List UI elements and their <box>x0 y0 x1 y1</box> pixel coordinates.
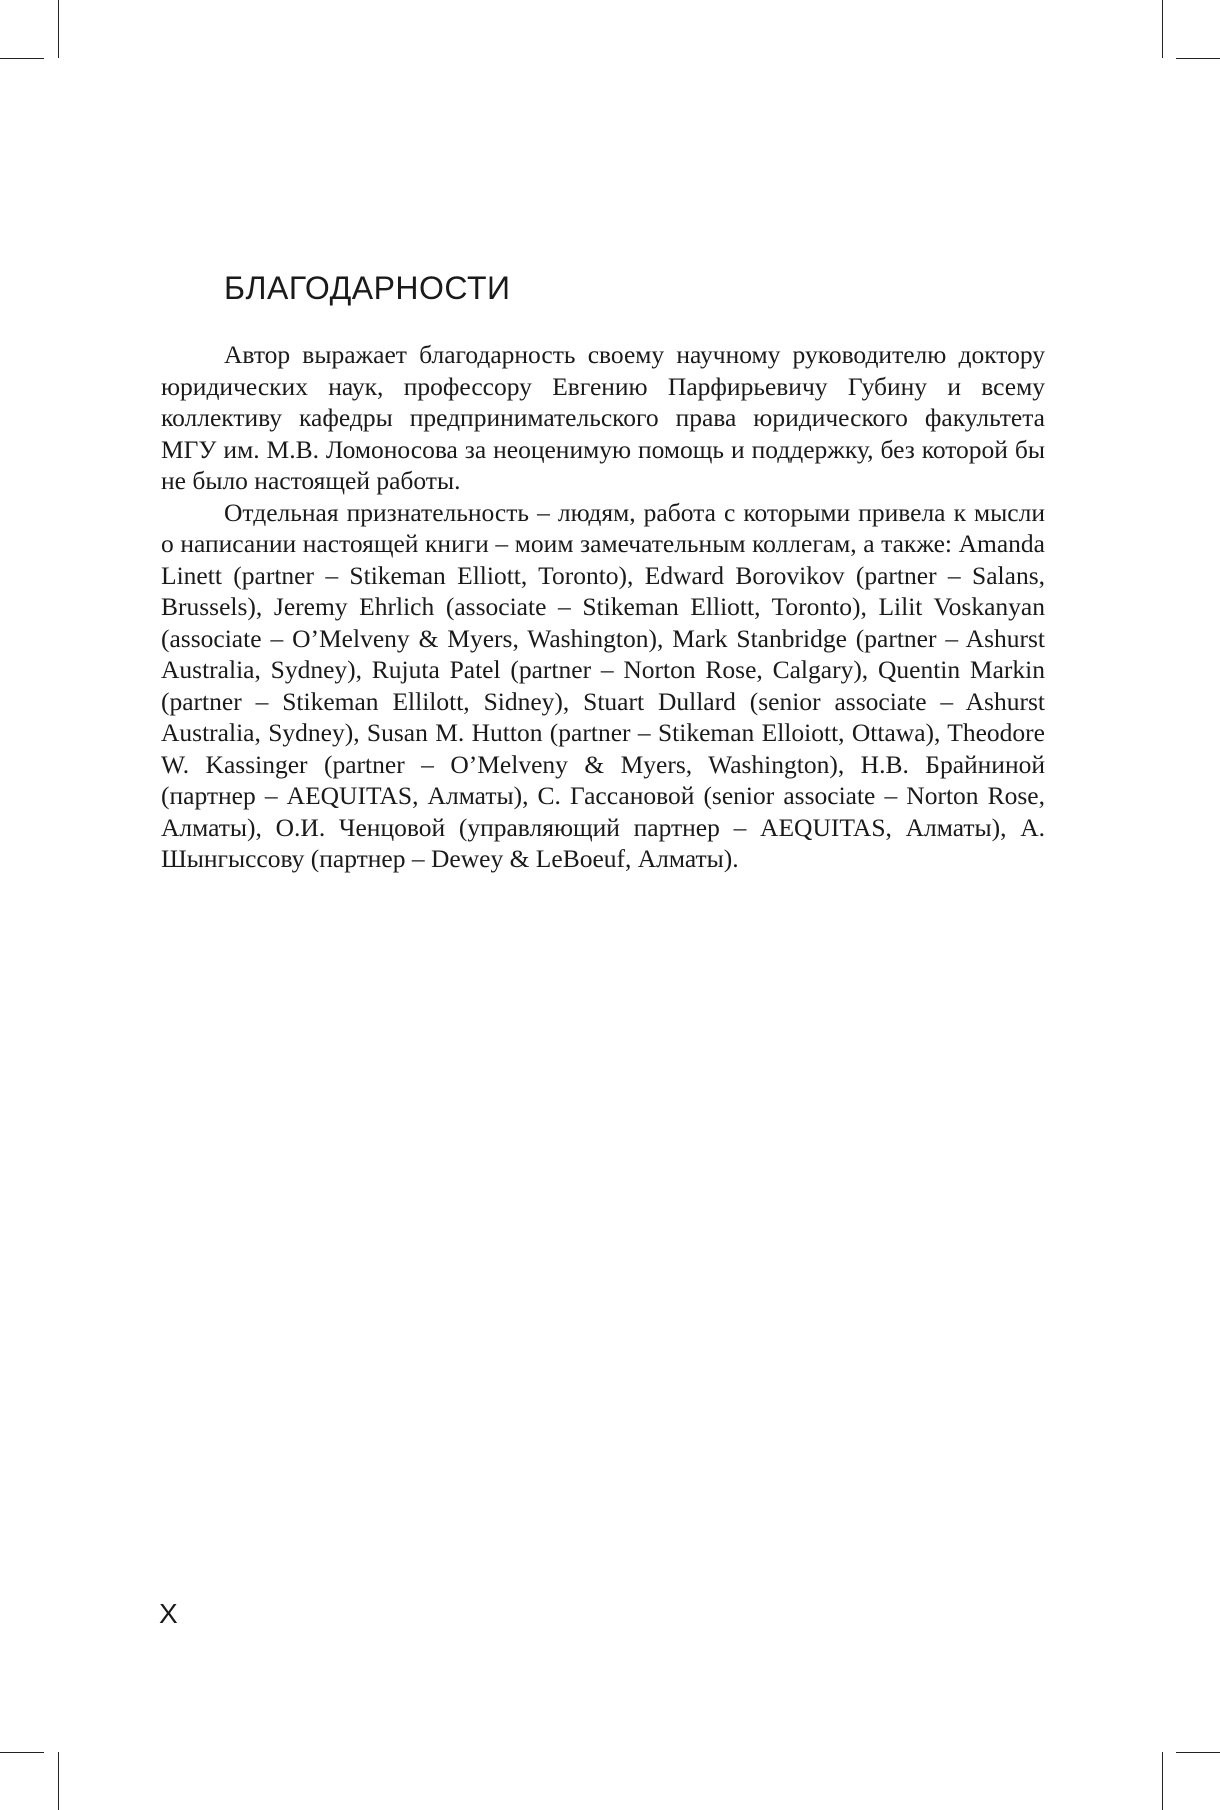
acknowledgements-text <box>161 339 1045 875</box>
crop-mark-bottom-left-vertical <box>58 1752 59 1810</box>
paragraph: Отдельная признательность – людям, работа с которыми привела к мысли о написании настоящей книги – моим замечательным коллегам, а также: Amanda Linett (partner – Stikeman Elliott, Toronto), Edward Borovikov (partner – Salans, Brussels), Jeremy Ehrlich (associate – Stikeman Elliott, Toronto), Lilit Voskanyan (associate – O’Melveny & Myers, Washington), Mark Stanbridge (partner – Ashurst Australia, Sydney), Rujuta Patel (partner – Norton Rose, Calgary), Quentin Markin (partner – Stikeman Ellilott, Sidney), Stuart Dullard (senior associate – Ashurst Australia, Sydney), Susan M. Hutton (partner – Stikeman Elloiott, Ottawa), Theodore W. Kassinger (partner – O’Melveny & Myers, Washington), Н.В. Брайниной (партнер – AEQUITAS, Алматы), С. Гассановой (senior associate – Norton Rose, Алматы), О.И. Ченцовой (управляющий партнер – AEQUITAS, Алматы), А. Шынгыссову (партнер – Dewey & LeBoeuf, Алматы). <box>161 497 1045 873</box>
crop-mark-bottom-left-horizontal <box>0 1752 44 1753</box>
crop-mark-top-right-horizontal <box>1176 58 1220 59</box>
page-number: X <box>159 1598 178 1629</box>
page-title: БЛАГОДАРНОСТИ <box>224 270 511 306</box>
crop-mark-top-left-vertical <box>58 0 59 58</box>
paragraph: Автор выражает благодарность своему научному руководителю доктору юридических наук, профессору Евгению Парфирьевичу Губину и всему коллективу кафедры предпринимательского права юридического факультета МГУ им. М.В. Ломоносова за неоценимую помощь и поддержку, без которой бы не было настоящей работы. <box>161 340 1045 495</box>
crop-mark-bottom-right-vertical <box>1162 1752 1163 1810</box>
crop-mark-top-left-horizontal <box>0 58 44 59</box>
crop-mark-top-right-vertical <box>1162 0 1163 58</box>
crop-mark-bottom-right-horizontal <box>1176 1752 1220 1753</box>
